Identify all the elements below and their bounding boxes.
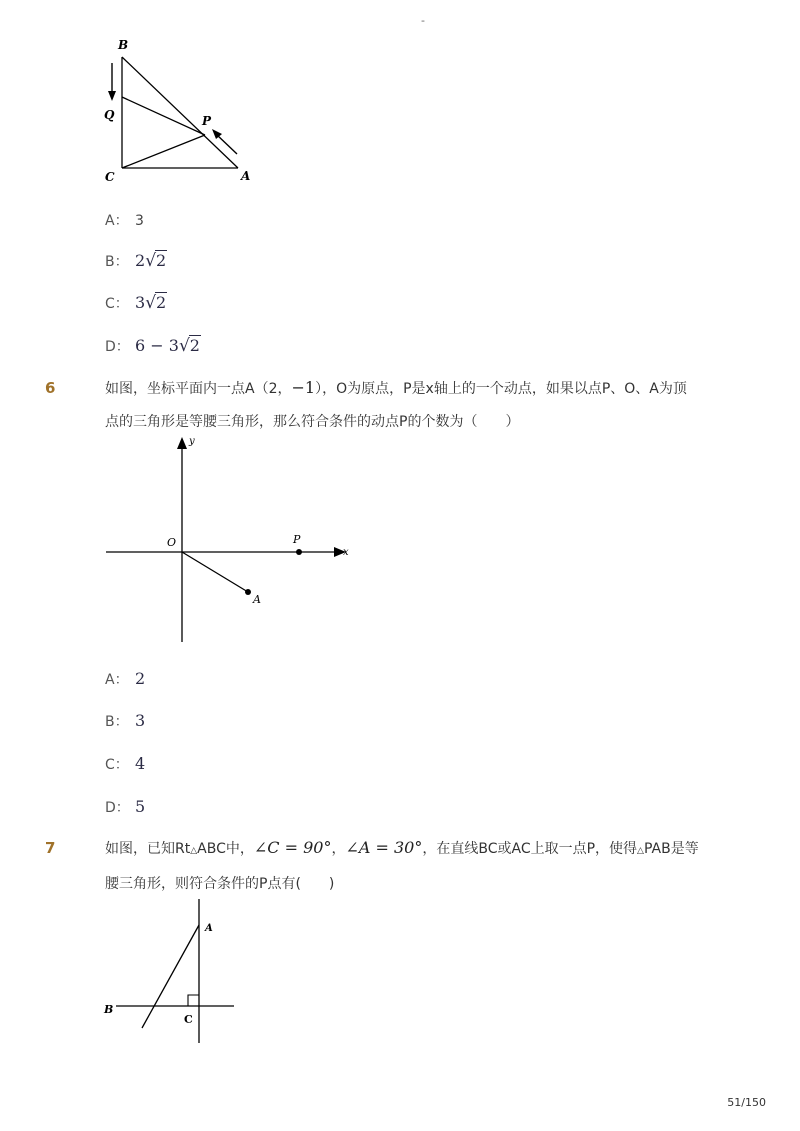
q6-option-a[interactable]: A： 2 <box>105 669 146 688</box>
q5-option-c-expression: 3√2 <box>135 293 167 313</box>
figure-q5-triangle <box>95 35 265 190</box>
triangle-symbol: △ <box>637 846 644 856</box>
q5-option-b-expression: 2√2 <box>135 251 167 271</box>
q5-option-b[interactable]: B： 2√2 <box>105 251 167 271</box>
label-q: Q <box>104 108 115 122</box>
q7-line-1: 如图，已知Rt△ABC中，∠C = 90°，∠A = 30°，在直线BC或AC上取一点P，使得△PAB是等 <box>105 838 699 857</box>
figure-q6-coordinate-plane <box>100 432 360 647</box>
label-a: A <box>253 593 261 606</box>
label-a: A <box>241 169 251 183</box>
page-number: 51/150 <box>727 1096 766 1109</box>
label-b: B <box>104 1003 114 1016</box>
segment-cp <box>122 135 205 168</box>
segment-qp <box>122 97 205 135</box>
label-b: B <box>118 38 129 52</box>
label-c: C <box>105 170 115 184</box>
label-a: A <box>205 923 213 934</box>
q5-option-a[interactable]: A： 3 <box>105 213 144 229</box>
label-p: P <box>293 533 301 546</box>
header-mark: - <box>421 14 425 27</box>
q5-option-d[interactable]: D： 6 − 3√2 <box>105 336 200 356</box>
q6-line-2: 点的三角形是等腰三角形，那么符合条件的动点P的个数为（ ） <box>105 414 520 430</box>
q6-text <box>105 371 705 439</box>
q5-option-c[interactable]: C： 3√2 <box>105 293 167 313</box>
q7-line-2: 腰三角形，则符合条件的P点有( ) <box>105 876 335 892</box>
q6-option-b[interactable]: B： 3 <box>105 711 146 730</box>
segment-oa <box>182 552 248 592</box>
q7-number: 7 <box>45 839 56 857</box>
edge-ba <box>122 57 238 168</box>
label-o: O <box>167 536 177 549</box>
q6-option-c[interactable]: C： 4 <box>105 754 146 773</box>
arrow-up-line <box>216 134 237 154</box>
q6-number: 6 <box>45 379 56 397</box>
q6-option-d[interactable]: D： 5 <box>105 797 146 816</box>
label-p: P <box>202 114 212 128</box>
arrow-down-head-icon <box>108 91 116 101</box>
q7-text <box>105 831 705 901</box>
q6-line-1: 如图，坐标平面内一点A（2，−1），O为原点，P是x轴上的一个动点，如果以点P、O、A为顶 <box>105 378 687 397</box>
point-p <box>296 549 302 555</box>
triangle-symbol: △ <box>190 846 198 856</box>
q5-option-d-expression: 6 − 3√2 <box>135 336 200 356</box>
label-y: y <box>189 436 195 447</box>
figure-q7-right-triangle <box>100 895 240 1050</box>
y-axis-arrow-icon <box>177 437 187 449</box>
right-angle-mark-icon <box>188 995 199 1006</box>
label-x: x <box>343 547 349 558</box>
label-c: C <box>184 1013 193 1026</box>
point-a <box>245 589 251 595</box>
